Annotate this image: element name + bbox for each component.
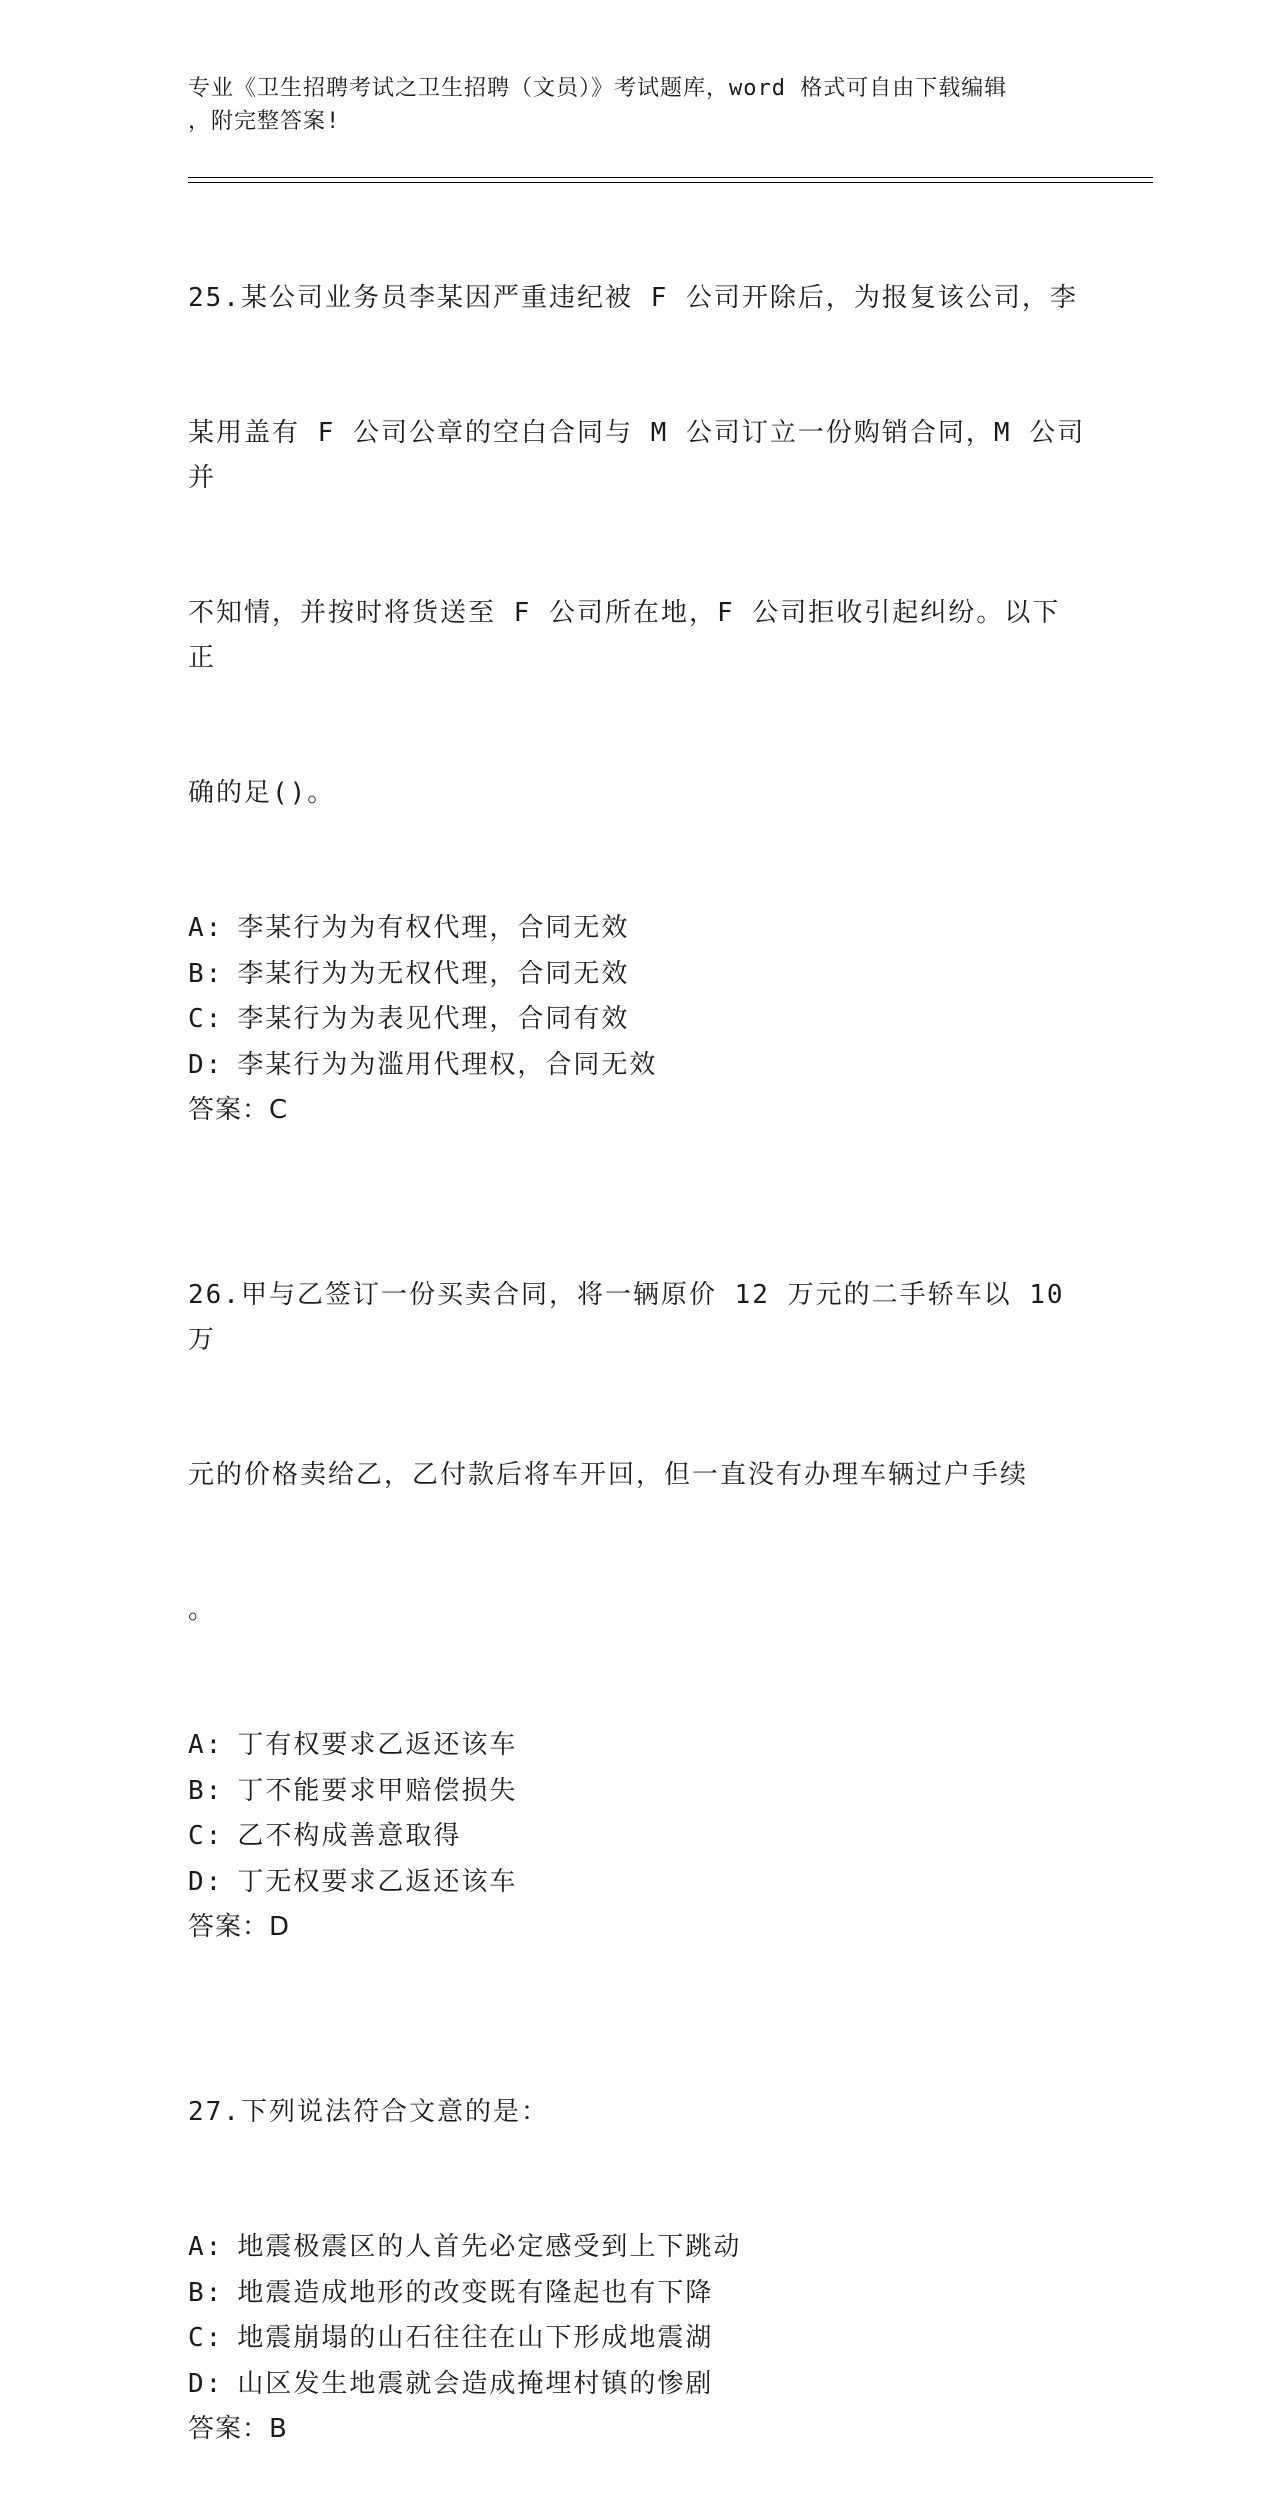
option-c <box>188 997 1088 1043</box>
question-stem <box>188 186 1088 906</box>
option-c <box>188 1814 1088 1860</box>
answer-line: 答案：C <box>188 1095 289 1125</box>
option-text: 李某行为为有权代理，合同无效 <box>237 913 630 943</box>
header-line-1: 专业《卫生招聘考试之卫生招聘（文员）》考试题库，word 格式可自由下载编辑 <box>188 76 1008 101</box>
option-text: 丁无权要求乙返还该车 <box>237 1866 518 1897</box>
option-text: 李某行为为滥用代理权，合同无效 <box>237 1049 658 1080</box>
option-letter: C : <box>188 1821 223 1851</box>
header-divider-bottom <box>188 182 1153 183</box>
option-text: 李某行为为表见代理，合同有效 <box>237 1004 630 1034</box>
option-text: 地震极震区的人首先必定感受到上下跳动 <box>237 2232 742 2262</box>
question-26 <box>188 1183 1088 1950</box>
option-letter: A : <box>188 1730 223 1760</box>
option-a <box>188 906 1088 952</box>
stem-line: 27.下列说法符合文意的是： <box>188 2097 549 2127</box>
option-text: 地震崩塌的山石往往在山下形成地震湖 <box>237 2323 714 2353</box>
option-b <box>188 952 1088 998</box>
option-letter: A : <box>188 913 223 943</box>
option-letter: D : <box>188 1050 223 1080</box>
option-c <box>188 2316 1088 2362</box>
option-d <box>188 2362 1088 2408</box>
option-d <box>188 1860 1088 1906</box>
option-text: 李某行为为无权代理，合同无效 <box>237 958 630 989</box>
option-b <box>188 2271 1088 2317</box>
stem-line: 确的足()。 <box>188 778 336 808</box>
option-text: 丁不能要求甲赔偿损失 <box>237 1775 518 1806</box>
option-text: 丁有权要求乙返还该车 <box>237 1730 518 1760</box>
option-a <box>188 1723 1088 1769</box>
question-25 <box>188 186 1088 1133</box>
option-list <box>188 1723 1088 1905</box>
question-list <box>188 186 1088 2502</box>
stem-line: 26.甲与乙签订一份买卖合同，将一辆原价 12 万元的二手轿车以 10 万 <box>188 1280 1083 1355</box>
stem-line: 元的价格卖给乙，乙付款后将车开回，但一直没有办理车辆过户手续 <box>188 1460 1029 1490</box>
option-letter: D : <box>188 2369 223 2399</box>
option-letter: C : <box>188 1004 223 1034</box>
stem-line: 。 <box>188 1595 217 1625</box>
option-d <box>188 1043 1088 1089</box>
option-list <box>188 906 1088 1088</box>
stem-line: 某用盖有 F 公司公章的空白合同与 M 公司订立一份购销合同，M 公司并 <box>188 418 1086 493</box>
header-line-2: ，附完整答案! <box>188 109 341 134</box>
option-text: 乙不构成善意取得 <box>237 1821 462 1851</box>
option-a <box>188 2225 1088 2271</box>
option-b <box>188 1769 1088 1815</box>
answer-line: 答案：B <box>188 2414 288 2444</box>
question-stem <box>188 1183 1088 1723</box>
question-27 <box>188 2000 1088 2452</box>
option-letter: B : <box>188 2278 223 2308</box>
option-letter: D : <box>188 1867 223 1897</box>
question-stem <box>188 2000 1088 2225</box>
option-letter: B : <box>188 959 223 989</box>
option-list <box>188 2225 1088 2407</box>
option-letter: A : <box>188 2232 223 2262</box>
option-letter: C : <box>188 2323 223 2353</box>
option-text: 山区发生地震就会造成掩埋村镇的惨剧 <box>237 2368 714 2399</box>
answer-line: 答案：D <box>188 1912 291 1942</box>
stem-line: 25.某公司业务员李某因严重违纪被 F 公司开除后，为报复该公司，李 <box>188 283 1078 313</box>
option-text: 地震造成地形的改变既有隆起也有下降 <box>237 2277 714 2308</box>
header-divider-top <box>188 177 1153 178</box>
option-letter: B : <box>188 1776 223 1806</box>
stem-line: 不知情，并按时将货送至 F 公司所在地，F 公司拒收引起纠纷。以下正 <box>188 598 1061 673</box>
document-header <box>188 72 1088 138</box>
